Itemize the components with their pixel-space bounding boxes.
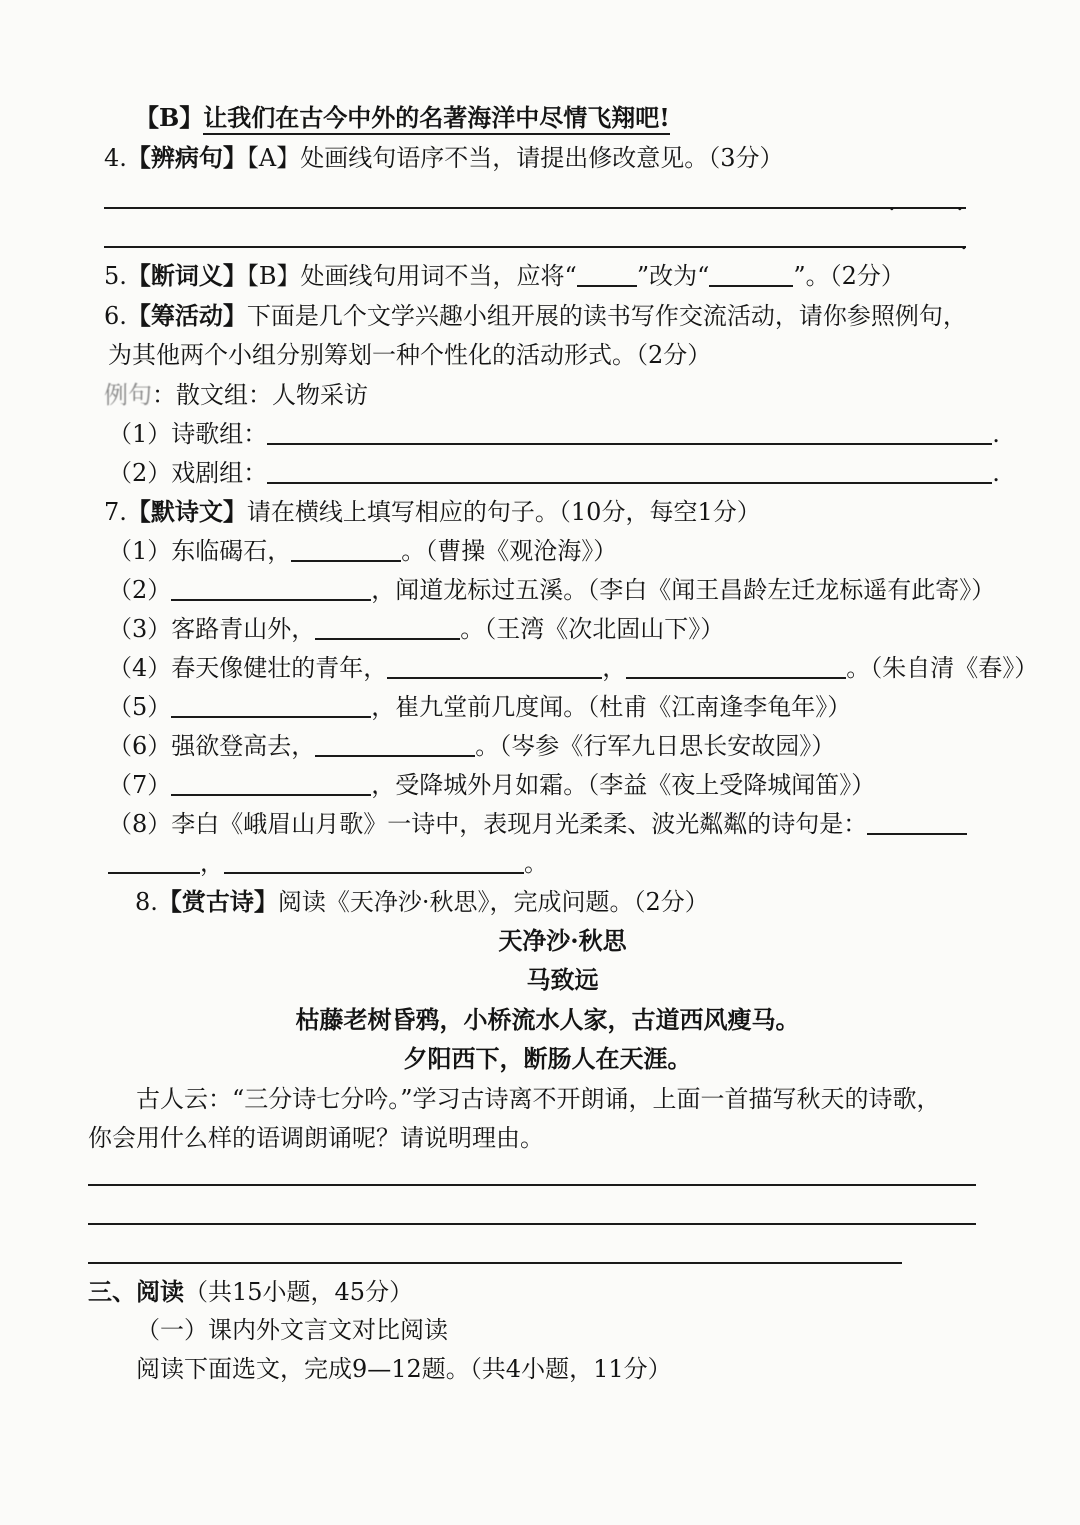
q4-dot-1: .	[888, 188, 896, 216]
section-b-tag: 【B】	[135, 103, 204, 132]
poem-author: 马致远	[526, 965, 599, 994]
q7-item-4	[108, 652, 1038, 684]
q7-item-3-source: 。（王湾《次北固山下》）	[460, 615, 725, 643]
q6-line-1	[104, 300, 967, 332]
q7-item-8-blank-3[interactable]	[224, 850, 524, 874]
q5-blank-2[interactable]	[709, 263, 793, 287]
poem-title: 天净沙·秋思	[498, 926, 627, 955]
q4-tag: 【辨病句】	[126, 143, 247, 172]
q8-line	[135, 886, 709, 918]
q7-item-3	[108, 613, 724, 645]
q8-text: 阅读《天净沙·秋思》，完成问题。（2分）	[277, 888, 709, 916]
q7-item-1-blank[interactable]	[291, 538, 401, 562]
section-b-line	[135, 102, 670, 134]
q7-item-2-blank[interactable]	[171, 577, 371, 601]
part3-heading	[88, 1276, 413, 1308]
q7-text: 请在横线上填写相应的句子。（10分，每空1分）	[246, 498, 761, 526]
q7-item-6	[108, 730, 835, 762]
q7-item-2-num: （2）	[108, 576, 172, 604]
q7-item-3-blank[interactable]	[315, 616, 460, 640]
q7-item-1-text: （1）东临碣石，	[108, 537, 292, 565]
q4-text: 【A】处画线句语序不当，请提出修改意见。（3分）	[246, 144, 784, 172]
q6-line-2	[108, 339, 711, 371]
q7-item-2-text: ，闻道龙标过五溪。（李白《闻王昌龄左迁龙标遥有此寄》）	[371, 576, 996, 604]
q4-line	[104, 142, 784, 174]
q7-item-5	[108, 691, 851, 723]
q8-question-line-1: 古人云：“三分诗七分吟。”学习古诗离不开朗诵，上面一首描写秋天的诗歌，	[136, 1085, 941, 1113]
q4-number: 4.	[104, 144, 127, 172]
q5-text-1: 【B】处画线句用词不当，应将“	[246, 262, 577, 290]
part3-instruction-text: 阅读下面选文，完成9—12题。	[136, 1355, 470, 1383]
q6-example	[104, 379, 368, 411]
q6-item-2-label: （2）戏剧组：	[108, 459, 268, 487]
q6-example-text: ：散文组：人物采访	[152, 381, 368, 409]
q8-number: 8.	[135, 888, 158, 916]
q4-answer-line-2[interactable]	[104, 246, 966, 248]
q7-item-4-source: 。（朱自清《春》）	[846, 654, 1039, 682]
poem-line-1: 枯藤老树昏鸦，小桥流水人家，古道西风瘦马。	[295, 1005, 800, 1034]
q7-item-5-blank[interactable]	[171, 694, 371, 718]
part3-heading-title: 三、阅读	[88, 1277, 184, 1306]
q7-item-3-text: （3）客路青山外，	[108, 615, 316, 643]
q7-item-6-blank[interactable]	[315, 733, 475, 757]
q6-tag: 【筹活动】	[126, 301, 247, 330]
q7-item-7	[108, 769, 875, 801]
q6-number: 6.	[104, 302, 127, 330]
q7-item-6-text: （6）强欲登高去，	[108, 732, 316, 760]
q8-question-line-2: 你会用什么样的语调朗诵呢？请说明理由。	[88, 1124, 544, 1152]
q7-item-8-blank-2[interactable]	[108, 850, 200, 874]
q7-item-2	[108, 574, 995, 606]
q6-item-1-blank[interactable]	[267, 421, 992, 445]
q5-blank-1[interactable]	[577, 263, 637, 287]
q6-item-2: （2）戏剧组： .	[108, 459, 1000, 487]
q6-item-2-blank[interactable]	[267, 460, 992, 484]
q7-item-7-num: （7）	[108, 771, 172, 799]
q7-item-8-period: 。	[524, 849, 548, 877]
q7-item-1-source: 。（曹操《观沧海》）	[401, 537, 618, 565]
q7-item-8-cont	[108, 847, 548, 879]
q7-item-1	[108, 535, 617, 567]
q4-dot-3: .	[960, 227, 968, 255]
q7-item-5-text: ，崔九堂前几度闻。（杜甫《江南逢李龟年》）	[371, 693, 852, 721]
q8-answer-line-2[interactable]	[88, 1223, 976, 1225]
q8-tag: 【赏古诗】	[157, 887, 278, 916]
q7-item-7-blank[interactable]	[171, 772, 371, 796]
q7-number: 7.	[104, 498, 127, 526]
q7-item-8-text: （8）李白《峨眉山月歌》一诗中，表现月光柔柔、波光粼粼的诗句是：	[108, 810, 868, 838]
part3-instruction-note: （共4小题，11分）	[469, 1355, 672, 1383]
q7-item-4-blank-2[interactable]	[626, 655, 846, 679]
poem-line-2: 夕阳西下，断肠人在天涯。	[403, 1044, 692, 1073]
q7-item-5-num: （5）	[108, 693, 172, 721]
q5-text-2: ”改为“	[636, 262, 710, 290]
q7-item-8-blank-1[interactable]	[867, 811, 967, 835]
q8-answer-line-3[interactable]	[88, 1262, 902, 1264]
q6-text-2: 为其他两个小组分别筹划一种个性化的活动形式。（2分）	[108, 341, 712, 369]
part3-instruction	[136, 1353, 672, 1385]
q7-item-4-text: （4）春天像健壮的青年，	[108, 654, 388, 682]
q6-item-1: （1）诗歌组： .	[108, 420, 1000, 448]
q5-tag: 【断词义】	[126, 261, 247, 290]
part3-heading-note: （共15小题，45分）	[184, 1278, 414, 1306]
q5-line	[104, 260, 905, 292]
q7-line	[104, 496, 761, 528]
q7-item-6-source: 。（岑参《行军九日思长安故园》）	[475, 732, 836, 760]
q6-example-label: 例句	[104, 381, 152, 409]
q4-dot-2: .	[956, 188, 964, 216]
q5-number: 5.	[104, 262, 127, 290]
q5-text-3: ”。（2分）	[793, 262, 905, 290]
q4-answer-line-1[interactable]	[104, 207, 966, 209]
q7-item-8	[108, 808, 967, 840]
q6-item-1-label: （1）诗歌组：	[108, 420, 268, 448]
section-b-text: 让我们在古今中外的名著海洋中尽情飞翔吧!	[203, 103, 670, 135]
part3-subheading: （一）课内外文言文对比阅读	[136, 1316, 448, 1344]
q7-item-4-comma: ，	[602, 654, 627, 682]
q7-item-8-comma: ，	[200, 849, 224, 877]
q6-text-1: 下面是几个文学兴趣小组开展的读书写作交流活动，请你参照例句，	[246, 302, 967, 330]
q7-item-7-text: ，受降城外月如霜。（李益《夜上受降城闻笛》）	[371, 771, 876, 799]
q7-tag: 【默诗文】	[126, 497, 247, 526]
q7-item-4-blank-1[interactable]	[387, 655, 602, 679]
q8-answer-line-1[interactable]	[88, 1184, 976, 1186]
